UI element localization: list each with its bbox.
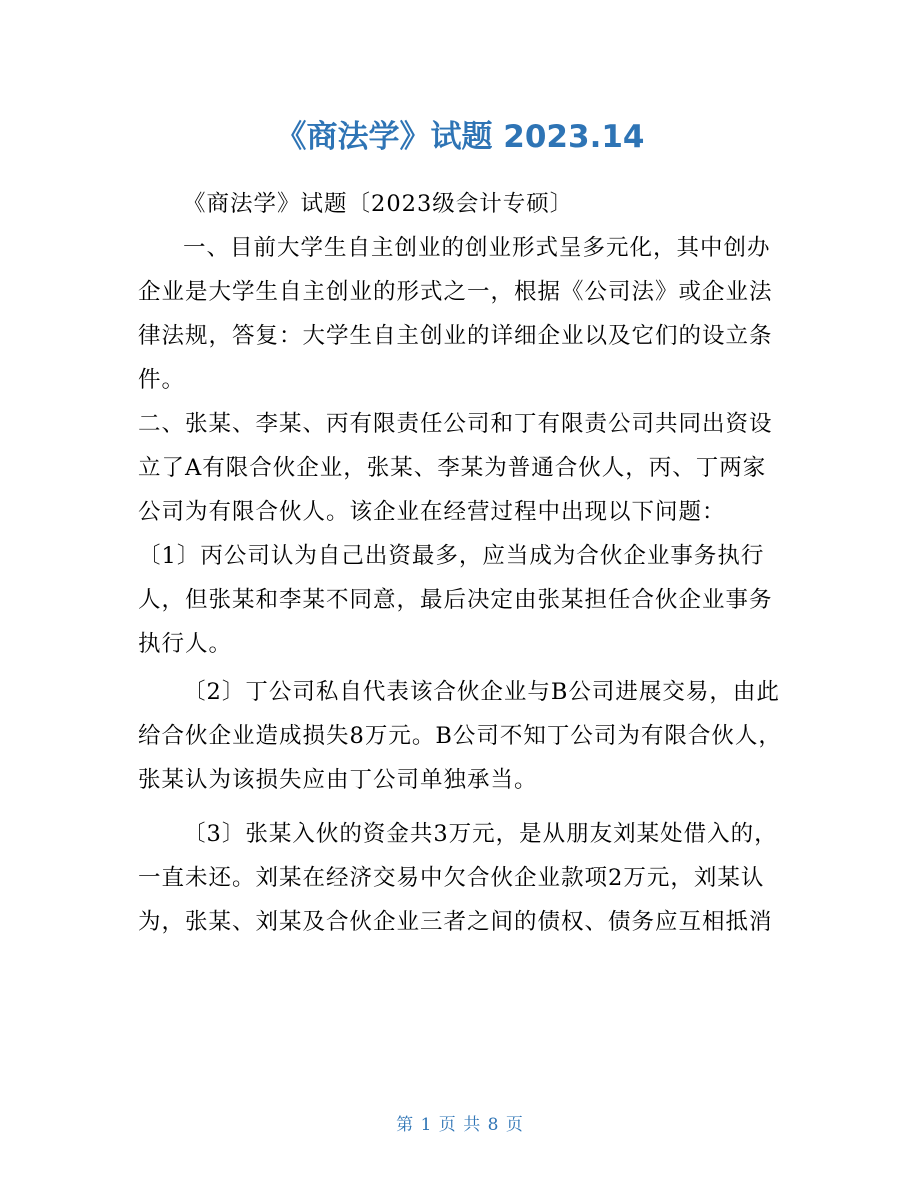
paragraph-line: 为，张某、刘某及合伙企业三者之间的债权、债务应互相抵消	[138, 909, 773, 935]
paragraph-line: 件。	[138, 367, 186, 393]
paragraph-line: 〔3〕张某入伙的资金共3万元，是从朋友刘某处借入的，	[183, 821, 778, 847]
paragraph-line: 一、目前大学生自主创业的创业形式呈多元化，其中创办	[183, 235, 771, 261]
paragraph-line: 〔1〕丙公司认为自己出资最多，应当成为合伙企业事务执行	[138, 543, 765, 569]
subtitle-line: 《商法学》试题〔2023级会计专硕〕	[183, 191, 574, 217]
paragraph-line: 公司为有限合伙人。该企业在经营过程中出现以下问题：	[138, 499, 726, 525]
document-title: 《商法学》试题 2023.14	[275, 119, 645, 155]
paragraph-line: 张某认为该损失应由丁公司单独承当。	[138, 767, 538, 793]
paragraph-line: 人，但张某和李某不同意，最后决定由张某担任合伙企业事务	[138, 587, 773, 613]
paragraph-line: 立了A有限合伙企业，张某、李某为普通合伙人，丙、丁两家	[138, 455, 767, 481]
paragraph-line: 律法规，答复：大学生自主创业的详细企业以及它们的设立条	[138, 323, 773, 349]
paragraph-line: 执行人。	[138, 631, 233, 657]
paragraph-line: 〔2〕丁公司私自代表该合伙企业与B公司进展交易，由此	[183, 679, 780, 705]
document-body	[138, 182, 784, 944]
paragraph-line: 一直未还。刘某在经济交易中欠合伙企业款项2万元，刘某认	[138, 865, 765, 891]
page-number-footer: 第 1 页 共 8 页	[396, 1115, 524, 1135]
paragraph-line: 二、张某、李某、丙有限责任公司和丁有限责公司共同出资设	[138, 411, 773, 437]
paragraph-line: 企业是大学生自主创业的形式之一，根据《公司法》或企业法	[138, 279, 773, 305]
paragraph-line: 给合伙企业造成损失8万元。B公司不知丁公司为有限合伙人，	[138, 723, 782, 749]
